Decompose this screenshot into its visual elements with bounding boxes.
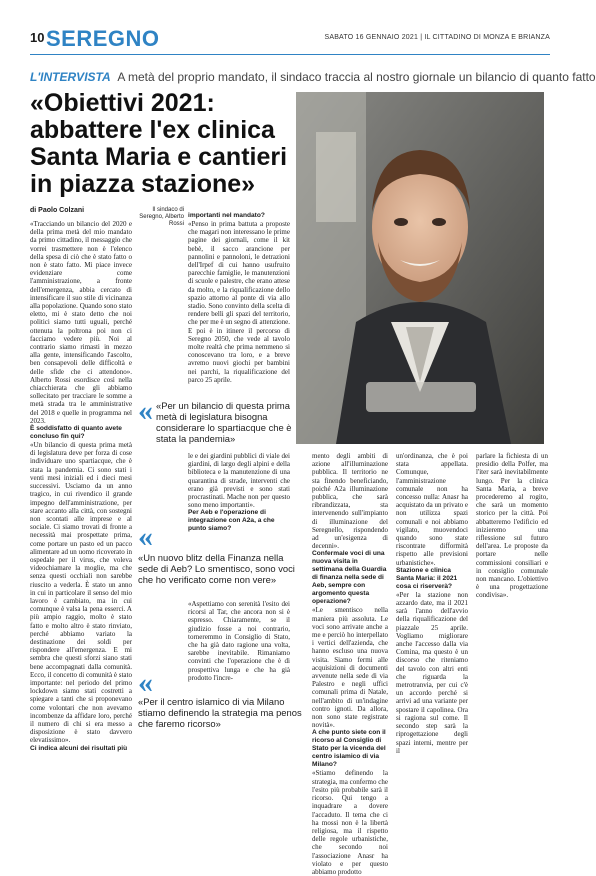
paragraph: parlare la fichiesta di un presidio della Polfer, ma l'iter sarà inevitabilmente lungo. Per la clinica Santa Maria, a breve procederemo al rogito, che sarà un momento storico per la città. Poi abbatteremo l'edificio ed inizieremo una riflessione sul futuro dell'area. Le proposte da portare nelle commissioni consiliari e in consiglio comunale non mancano. L'obiettivo è una progettazione condivisa».: [476, 452, 548, 600]
byline: di Paolo Colzani: [30, 207, 85, 214]
quote-mark-icon: «: [138, 666, 153, 699]
interview-question: Stazione e clinica Santa Maria: il 2021 cosa ci riserverà?: [396, 566, 458, 590]
article-column-2c: [188, 600, 290, 682]
interview-question: Confermale voci di una nuova visita in settimana della Guardia di finanza nella sede di Aeb, sempre con argomento questa operazione?: [312, 550, 387, 606]
pull-quote: «Un nuovo blitz della Finanza nella sede di Aeb? Lo smentisco, sono voci che ho verificato come non vere»: [138, 552, 295, 585]
kicker: [30, 70, 596, 84]
article-column-4: [396, 452, 468, 762]
paragraph: «Un bilancio di questa prima metà di legislatura deve per forza di cose individuare uno spartiacque, che è stata la pandemia. Ci sono stati i venti mesi iniziali ed i dieci mesi successivi. Usciamo da un anno tragico, in cui rivendico il grande impegno dell'amministrazione, per stare accanto alla città, con sostegni non scontati alle imprese e al sociale. Ci siamo trovati di fronte a necessità mai prospettate prima, come portare un pasto ed un pacco alimentare ad un uomo ricoverato in ospedale per il virus, che voleva videochiamare la moglie, ma che senza questi occhiali non sarebbe riuscito a vederla. È stato un anno in cui in particolare il senso del mio lavoro è cambiato, ma in cui comunque è valsa la pena esserci. A più ampio raggio, molto è stato fatto e molto altro è stato rinviato, perché abbiamo variato la destinazione dei soldi per rispondere all'emergenza. E mi sembra che questi sforzi siano stati bene accompagnati dalla comunità. Ecco, il concetto di comunità è stato importante: nel periodo del primo lockdown siamo stati costretti a spiegare a tanti che si proponevano come volontari che non avevamo incombenze da affidare loro, perché il numero di chi si era messo a disposizione è stato davvero elevatissimo».: [30, 441, 132, 745]
article-column-3: [312, 452, 388, 876]
interview-question: A che punto siete con il ricorso al Consiglio di Stato per la vicenda del centro islamico di via Milano?: [312, 729, 386, 769]
section-title: SEREGNO: [46, 26, 160, 51]
paragraph: «Per la stazione non azzardo date, ma il 2021 sarà l'anno dell'avvio della riqualificazione del piazzale 25 aprile. Vogliamo migliorare anche l'accesso dalla via Comina, ma questo è un discorso che riteniamo del tavolo con altri enti che riguarda la metrotranvia, per cui c'è un accordo perché si arrivi ad una variante per spostare il capolinea. Ora si ragiona sul come. Il secondo step sarà la riprogettazione degli spazi interni, mentre per il: [396, 590, 468, 755]
paragraph: le e dei giardini pubblici di viale dei giardini, di largo degli alpini e della biblioteca e la manutenzione di una quarantina di strade, interventi che erano già previsti e sono stati procrastinati. Mache non per questo sono meno importanti».: [188, 452, 290, 510]
quote-mark-icon: «: [138, 394, 153, 427]
interview-question: importanti nel mandato?: [188, 212, 265, 219]
page-number: 10: [30, 30, 45, 45]
interview-question: Per Aeb e l'operazione di integrazione con A2a, a che punto siamo?: [188, 509, 275, 533]
paragraph: un'ordinanza, che è poi stata appellata. Comunque, l'amministrazione comunale non ha concesso nulla: Anasr ha acquistato da un privato e non utilizza spazi comunali e noi abbiamo vigilato, muovendoci quando sono state riscontrate difformità rispetto alle previsioni urbanistiche».: [396, 452, 468, 567]
paragraph: «Penso in prima battuta a proposte che magari non interessano le prime pagine dei giornali, come il kit bebè, il sacco arancione per pannolini e pannoloni, le detrazioni dell'Irpef di cui hanno usufruito parecchie famiglie, le manutenzioni di scuole e palestre, che erano attese da molto, e la riqualificazione dello spazio attorno al ponte di via allo stadio. Sono convinto della scelta di rendere belli gli spazi del territorio, che per me è un segno di attenzione. E poi è in itinere il percorso di Seregno 2050, che vede al tavolo molte realtà che prima nemmeno si conoscevano tra loro, e a breve avremo nuovi giochi per bambini nei parchi, la riqualificazione del parco 25 aprile.: [188, 220, 290, 384]
paragraph: mento degli ambiti di azione all'illuminazione pubblica. Il territorio ne sta finendo beneficiando, poiché A2a illuminazione pubblica, che sarà ribrandizzata, sta intervenendo sull'impianto di illuminazione del Seregnello, rispondendo ad un'esigenza di decenni».: [312, 452, 388, 551]
pull-quote: «Per un bilancio di questa prima metà di legislatura bisogna considerare lo spartiacque che è stata la pandemia»: [156, 400, 292, 444]
pull-quote: «Per il centro islamico di via Milano stiamo definendo la strategia ma penos che faremo ricorso»: [138, 696, 302, 729]
paragraph: «Stiamo definendo la strategia, ma confermo che l'esito più probabile sarà il ricorso. Qui tengo a inquadrare a dovere l'accaduto. Il tema che ci ha mossi non è la libertà religiosa, ma il rispetto delle regole urbanistiche, che secondo noi l'associazione Anasr ha violato e per questo abbiamo prodotto: [312, 769, 388, 876]
mayor-portrait-image: [296, 92, 544, 444]
mayor-photo: [296, 92, 544, 444]
kicker-text: A metà del proprio mandato, il sindaco traccia al nostro giornale un bilancio di quanto fatto: [117, 70, 596, 84]
article-column-1: [30, 220, 132, 760]
quote-mark-icon: «: [138, 520, 153, 553]
photo-caption: Il sindaco di Seregno, Alberto Rossi: [139, 207, 184, 227]
issue-dateline: SABATO 16 GENNAIO 2021 | IL CITTADINO DI MONZA E BRIANZA: [324, 34, 550, 41]
paragraph: «Aspettiamo con serenità l'esito dei ricorsi al Tar, che ancora non si è espresso. Chiaramente, se il giudizio fosse a noi contrario, torneremmo in Consiglio di Stato, che ha già dato ragione una volta, sarebbe inevitabile. Rimaniamo convinti che l'operazione che è di prospettiva lunga e che ha già prodotto l'incre-: [188, 600, 290, 682]
kicker-label: L'INTERVISTA: [30, 70, 111, 84]
article-column-5: [476, 452, 548, 762]
article-column-2b: [188, 452, 290, 542]
page-header: [30, 28, 550, 52]
article-column-2: [188, 212, 290, 384]
interview-question: Ci indica alcuni dei risultati più: [30, 744, 128, 752]
headline: «Obiettivi 2021: abbattere l'ex clinica Santa Maria e cantieri in piazza stazione»: [30, 89, 288, 198]
paragraph: «Tracciando un bilancio del 2020 e della prima metà del mio mandato da primo cittadino, il messaggio che vorrei trasmettere non è l'elenco della spesa di ciò che è stato fatto o non è stato fatto. Mi piace invece evidenziare come l'amministrazione, a fronte dell'emergenza, abbia cercato di intensificare il suo stile di vicinanza alla popolazione. Quando sono stato eletto, mi è stato detto che noi politici siamo tutti uguali, perché ottenuta la poltrona poi non ci facciamo vedere più. Noi al contrario siamo rimasti in mezzo alla gente, intensificando l'ascolto, ben consapevoli delle difficoltà e delle sfide che ci attendono». Alberto Rossi esordisce così nella chiacchierata che gli abbiamo sollecitato per tracciare le somme a metà strada tra le amministrative del 2018 e quelle in programma nel 2023.: [30, 220, 132, 425]
header-rule: [30, 54, 550, 55]
paragraph: «Le smentisco nella maniera più assoluta. Le voci sono arrivate anche a me e perciò ho interpellato i vertici dell'azienda, che hanno escluso una nuova visita. Siamo fermi alle acquisizioni di documenti avvenute nella sede di via Palestro e negli uffici comunali prima di Natale, nell'ambito di un'indagine contro ignoti. Da allora, non sono state registrate novità».: [312, 606, 388, 730]
interview-question: È soddisfatto di quanto avete concluso fin qui?: [30, 425, 122, 441]
